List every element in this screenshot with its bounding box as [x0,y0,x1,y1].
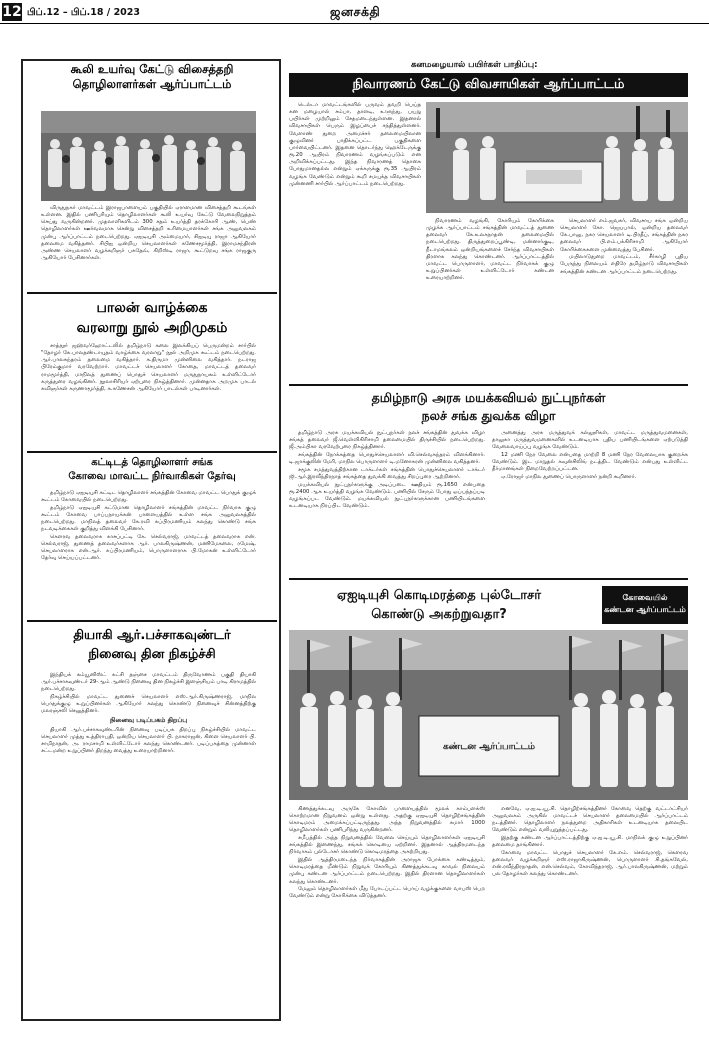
divider [289,578,688,580]
paragraph: டெல்டா மாவட்டங்களில் பருவம் தவறி பெய்த கன மழையால் சம்பா, தாளடி, உளுந்து, பயறு பயிர்கள் முற்றிலும் சேதமடைந்துள்ளன. இதனால் விவசாயிகள் பெரும் இழப்பைச் சந்தித்துள்ளனர். வேளாண் துறை அமைச்சர் தலைமையிலான குழுவினர் பாதிக்கப்பட்ட பகுதிகளை பார்வையிட்டனர். இதனை தொடர்ந்து ஹெக்டேருக்கு ரூ.20 ஆயிரம் நிவாரணம் வழங்கப்படும் என அறிவிக்கப்பட்டது. இந்த நிவாரணத் தொகை போதுமானதல்ல என்றும் ஏக்கருக்கு ரூ.35 ஆயிரம் வழங்க வேண்டும் என்றும் கூறி சமயுக்த விவசாயிகள் முன்னணி சார்பில் ஆர்ப்பாட்டம் நடைபெற்றது. [289,102,421,187]
article-body-memorial [41,672,256,756]
headline-line: கொண்டு அகற்றுவதா? [371,607,507,622]
photo-banner-text: கண்டன ஆர்ப்பாட்டம் [443,742,535,752]
kicker-line: கோவையில் [622,593,668,602]
article-body-farmers-col2 [426,218,554,283]
headline-line: தொழிலாளர்கள் ஆர்ப்பாட்டம் [72,77,232,91]
paragraph: தமிழ்நாடு ஏஐடியுசி கட்டுமான தொழிலாளர் சங்கத்தின் மாவட்ட நிர்வாக குழு கூட்டம் கோவை பாப்பநாயக்கன் பாளையத்தில் உள்ள சங்க அலுவலகத்தில் நடைபெற்றது. மாநிலத் தலைவர் கே.ரவி சுப்பிரமணியம் கலந்து கொண்டு சங்க நடவடிக்கைகள் குறித்து விளக்கி பேசினார். [41,504,256,533]
paragraph: செயலாளர் எம்.ஜவகர், விவசாய சங்க ஒன்றிய செயலாளர் கோ. ஜெயபால், ஒன்றிய தலைவர் கே.பாலு, நகர செயலாளர் டி.பிரதீப், சங்கத்தின் நகர தலைவர் பி.எம்.பக்கிரிசாமி ஆகியோர் கோரிக்கைகளை முன்வைத்து பேசினர். [560,218,688,253]
kicker-line: கண்டன ஆர்ப்பாட்டம் [604,605,686,614]
paragraph: எனவே, ஏ.ஐ.டி.யூ.சி. தொழிற்சங்கத்தினர் கோவை தெற்கு வட்டாட்சியர் அலுவலகம் அருகில் மாவட்டச் செயலாளர் தலைமையில் ஆர்ப்பாட்டம் நடத்தினர். தொழிலாளர் நலத்துறை அதிகாரிகள் உடனடியாக தலையிட வேண்டும் என்றும் வலியுறுத்தப்பட்டது. [492,806,688,834]
article-body-technicians-col2 [492,430,688,482]
headline-line: நலச் சங்க துவக்க விழா [421,408,556,423]
paragraph: அனைத்து அரசு மருத்துவக் கல்லூரிகள், மாவட்ட மருத்துவமனைகள், தாலுகா மருத்துவமனைகளில் உடனடியாக புதிய பணியிடங்களை ஏற்படுத்தி வேலைவாய்ப்பு வழங்க வேண்டும். [492,430,688,451]
headline-flagpole-bulldozer [289,586,589,624]
paragraph: நிவாரணம் வழங்கி, கோரியும் கோரிக்கை முழக்க ஆர்ப்பாட்டம் சங்கத்தின் மாவட்டத் துணை தலைவர் கே.உலகநாதன் தலைமையில் நடைபெற்றது. திருத்துறைப்பூண்டி, மன்னார்குடி, நீடாமங்கலம் ஒன்றியங்களைச் சேர்ந்த விவசாயிகள் திரளாக கலந்து கொண்டனர். ஆர்ப்பாட்டத்தில் மாவட்ட பொருளாளர், மாவட்ட நிர்வாகக் குழு உறுப்பினர்கள் உள்ளிட்டோர் கண்டன உரையாற்றினர். [426,218,554,282]
paragraph: தியாகி ஆர்.பச்சாகவுண்டரின் நினைவு படிப்பக திறப்பு நிகழ்ச்சியில் மாவட்ட செயலாளர் முத்து உத்திராபதி, ஒன்றிய செயலாளர் பி. நாகராஜன், கிளை செயலாளர் பி. சாமிநாதன், அ. ராமசாமி உள்ளிட்டோர் கலந்து கொண்டனர். படிப்பகத்தை முன்னாள் சட்டமன்ற உறுப்பினர் திறந்து வைத்து உரையாற்றினார். [41,726,256,755]
article-headline-memorial [27,626,277,664]
article-body-flagpole-col1 [289,806,485,901]
paragraph: இதில் ஆத்திரமடைந்த நிர்வாகத்தின் அராஜக போக்கை கண்டித்தும், கொடிமரத்தை மீண்டும் நிறுவக் கோரியும் கிணத்துக்கடவு காவல் நிலையம் முன்பு கண்டன ஆர்ப்பாட்டம் நடைபெற்றது. இதில் திரளான தொழிலாளர்கள் கலந்து கொண்டனர். [289,857,485,885]
paragraph: சாத்தூர் ஜஹ்வர்ஹோட்டலில் தமிழ்நாடு கலை இலக்கியப் பெருமன்றம் சார்பில் "தோழர் கே.பாலதண்டாயுதம் வாழ்க்கை வரலாறு" நூல் அறிமுக கூட்டம் நடைபெற்றது. ஆர்.பாலசுந்தரம் தலைமை வகித்தார். க.திருமா முன்னிலை வகித்தார். நடராஜ பிரேம்குமார் வரவேற்றார். மாவட்டச் செயலாளர் கோதை, மாவட்டத் தலைவர் ராமமூர்த்தி, மாநிலத் துணைப் பொதுச் செயலாளர் மருதுநாயகம் உள்ளிட்டோர் கருத்துரை வழங்கினர். நூலாசிரியர் ஏற்புரை நிகழ்த்தினார். முன்னதாக அறமுக பாடல் கவிஞர்கள் கருணாமூர்த்தி, க.கணேசன் ஆகியோர் பாடல்கள் பாடினார்கள். [41,343,256,392]
divider [27,620,277,622]
article-headline-book-launch [27,298,277,338]
paragraph: இதற்கு கண்டன ஆர்ப்பாட்டத்திற்கு ஏ.ஐ.டி.யூ.சி. மாநிலக் குழு உறுப்பினர் தலைமை தாங்கினார். [492,835,688,849]
protest-photo-aituc [289,630,688,800]
headline-anaesthesia-technicians [289,389,688,425]
article-body-farmers-col1 [289,102,421,188]
paragraph: கௌரவ தலைவராக காசப்பட்டி கே. செல்வராஜ், மாவட்டத் தலைவராக என். செல்வராஜ், துணைத் தலைவர்களாக ஆர். பாலகிருஷ்ணன், மணிமேகலை, ரமேஷ், செயலாளராக என்.ஆர். சுப்பிரமணியம், பொருளாளராக பி.மோகன் உள்ளிட்டோர் தேர்வு செய்யப்பட்டனர். [41,533,256,562]
protest-photo-weavers [41,111,256,201]
paragraph: நிகழ்ச்சியில் மாவட்ட துணைச் செயலாளர் எஸ்.ஆர்.கிருஷ்ணராஜ், மாநில பொதுக்குழு உறுப்பினர்கள் ஆகியோர் கலந்து கொண்டு நினைவுச் சின்னத்திற்கு மலரஞ்சலி செலுத்தினர். [41,693,256,715]
page-header [0,0,709,24]
paragraph: தமிழ்நாடு அரசு மயக்கவியல் நுட்புநர்கள் நலச் சங்கத்தின் துவக்க விழா சங்கத் தலைவர் ஜீ.வெள்ளிகிரிசாமி தலைமையில் திருச்சியில் நடைபெற்றது. ஜீ.அம்பிகா வரவேற்புரை நிகழ்த்தினார். [289,430,485,451]
paragraph: மயக்கவியல் நுட்புநர்களுக்கு அடிப்படை ஊதியம் ரூ.1650 என்பதை ரூ.2400 ஆக உயர்த்தி வழங்க வேண்டும். பணியில் சேரும் போது ஒப்பந்தப்படி வழங்கப்பட வேண்டும். மயக்கவியல் நுட்புநர்களுக்கான பணியிடங்களை உடனடியாக நிரப்பிட வேண்டும். [289,481,485,510]
divider [27,451,277,453]
kicker-rain-damage: கனமழையால் பயிர்கள் பாதிப்பு: [411,60,538,70]
paragraph: சமூக சமத்துவத்திற்கான டாக்டர்கள் சங்கத்தின் பொதுச்செயலாளர் டாக்டர் ஜி.ஆர்.இரவீந்திரநாத் சங்கத்தை துவக்கி வைத்து சிறப்புரை ஆற்றினார். [289,466,485,480]
subheading-library-opening: நினைவு படிப்பகம் திறப்பு [109,716,188,725]
article-body-farmers-col3 [560,218,688,276]
article-headline-wage-hike [27,62,277,92]
article-body-flagpole-col2 [492,806,688,879]
paragraph: ஏ.ரோஜர் மாநில துணைப் பொருளாளர் நன்றி கூறினார். [501,473,637,480]
paragraph: இந்தியக் கம்யூனிஸ்ட் கட்சி தஞ்சை மாவட்டம் திருவோணம் பகுதி தியாகி ஆர்.பச்சாகவுண்டர் 29-ஆம் ஆண்டு நினைவு தின நிகழ்ச்சி இளஞ்சியம் பாடி கிராமத்தில் நடைபெற்றது. [41,672,256,693]
divider [289,384,688,386]
headline-line: வரலாறு நூல் அறிமுகம் [76,320,228,336]
page-number: 12 [2,4,22,20]
headline-line: கோவை மாவட்ட நிர்வாகிகள் தேர்வு [68,471,236,482]
paper-name: ஜனசக்தி [330,4,381,19]
paragraph: கிணத்துக்கடவு அருகே கோவில் பாளையத்தில் மூலக் காம்பளக்ஸ் கொற்றமான நிறுவனம் ஒன்று உள்ளது. அதற்கு ஏஐடியுசி தொழிற்சங்கத்தின் கொடிமரம் அமைக்கப்பட்டிருந்தது. அந்த நிறுவனத்தில் சுமார் 1000 தொழிலாளர்கள் பணிபுரிந்து வருகின்றனர். [289,806,485,834]
paragraph: விருதுநகர் மாவட்டம் இராஜபாளையம் பகுதியில் ஏராளமான விசைத்தறி கூடங்கள் உள்ளன. இதில் பணிபுரியும் தொழிலாளர்கள் கூலி உயர்வு கேட்டு வேலைநிறுத்தம் செய்து வருகின்றனர். முதலாளிகளிடம் 300 சதம் உயர்த்தி தரக்கோரி ஆண், பெண் தொழிலாளர்கள் ஊர்வலமாக சென்று விசைத்தறி உரிமையாளர்கள் சங்க அலுவலகம் முன்பு ஆர்ப்பாட்டம் நடைபெற்றது. ஏஐடியுசி அம்மையார், சிஐடியு ராஜா ஆகியோர் தலைமை வகித்தனர். சிபிஐ ஒன்றிய செயலாளர்கள் கணேசமூர்த்தி, இராமசந்திரன் அண்ண செயலாளர் வழக்கறிஞர் பசுதேவ், கிறிஸ்டி ராஜா, கூட்டுறவு சங்க ராஜகுரு ஆகியோர் பேசினார்கள். [41,205,256,262]
paragraph: தமிழ்நாடு ஏஐடியுசி கட்டிட தொழிலாளர் சங்கத்தின் கோவை மாவட்ட பொதுக் குழுக் கூட்டம் கோவையில் நடைபெற்றது. [41,490,256,504]
article-headline-construction-union [27,456,277,484]
article-body-technicians-col1 [289,430,485,511]
headline-line: நினைவு தின நிகழ்ச்சி [88,647,216,662]
protest-photo-farmers [426,102,688,213]
headline-line: கூலி உயர்வு கேட்டு விசைத்தறி [70,62,234,76]
headline-line: பாலன் வாழ்க்கை [96,300,208,316]
article-body-construction-union [41,490,256,563]
paragraph: மேலும் தொழிலாளர்கள் மீது போடப்பட்ட பொய் வழக்குகளை வாபஸ் பெற வேண்டும் என்று கோரிக்கை விடுத்தனர். [289,886,485,900]
paragraph: கோவை மாவட்ட பொதுச் செயலாளர் கே.எம். செல்வராஜ், கௌரவ தலைவர் வழக்கறிஞர் எஸ்.ராஜாகிருஷ்ணன், பொருளாளர் சி.தங்கவேல், என்.ரவீந்திரநாதன், என்.செல்வம், கோவிந்தராஜ், ஆர்.பாலகிருஷ்ணன், மற்றும் பல தோழர்கள் கலந்து கொண்டனர். [492,849,688,878]
paragraph: சமீபத்தில் அந்த நிறுவனத்தில் வேலை செய்யும் தொழிலாளர்கள் ஏஐடியுசி சங்கத்தில் இணைந்து, சங்கக் கொடியை ஏற்றினர். இதனால் ஆத்திரமடைந்த நிர்வாகம் புல்டோசர் கொண்டு கொடிமரத்தை அகற்றியது. [289,835,485,856]
headline-farmers-protest: நிவாரணம் கேட்டு விவசாயிகள் ஆர்ப்பாட்டம் [289,73,688,97]
article-body-wage-hike [41,205,256,263]
issue-date: பிப்.12 – பிப்.18 / 2023 [27,7,141,18]
headline-line: தியாகி ஆர்.பச்சாகவுண்டர் [73,628,231,643]
paragraph: 12 மணி நேர வேலை என்பதை மாற்றி 8 மணி நேர வேலையாக குறைக்க வேண்டும். இட மாறுதல் கவுன்சிலிங் நடத்திட வேண்டும் என்பது உள்ளிட்ட தீர்மானங்கள் நிறைவேற்றப்பட்டன. [492,451,688,473]
article-body-book-launch [41,343,256,394]
paragraph: சங்கத்தின் நோக்கத்தை பொதுச்செயலாளர் வி.செல்வசுந்தரம் விளக்கினார். டி.ஜாக்குலின் மேரி, மாநில பொருளாளர் டி.மனோகரன் முன்னிலை வகித்தனர். [289,451,485,466]
headline-line: தமிழ்நாடு அரசு மயக்கவியல் நுட்புநர்கள் [371,390,606,405]
kicker-coimbatore-protest [602,586,688,624]
headline-line: கட்டிடத் தொழிலாளர் சங்க [91,457,213,468]
headline-line: ஏஐடியுசி கொடிமரத்தை புல்டோசர் [336,588,542,603]
divider [27,292,277,294]
paragraph: மயிலாடுதுறை மாவட்டம், சீர்காழி புதிய பேருந்து நிலையம் எதிரே தமிழ்நாடு விவசாயிகள் சங்கத்தின் கண்டன ஆர்ப்பாட்டம் நடைபெற்றது. [560,254,688,275]
